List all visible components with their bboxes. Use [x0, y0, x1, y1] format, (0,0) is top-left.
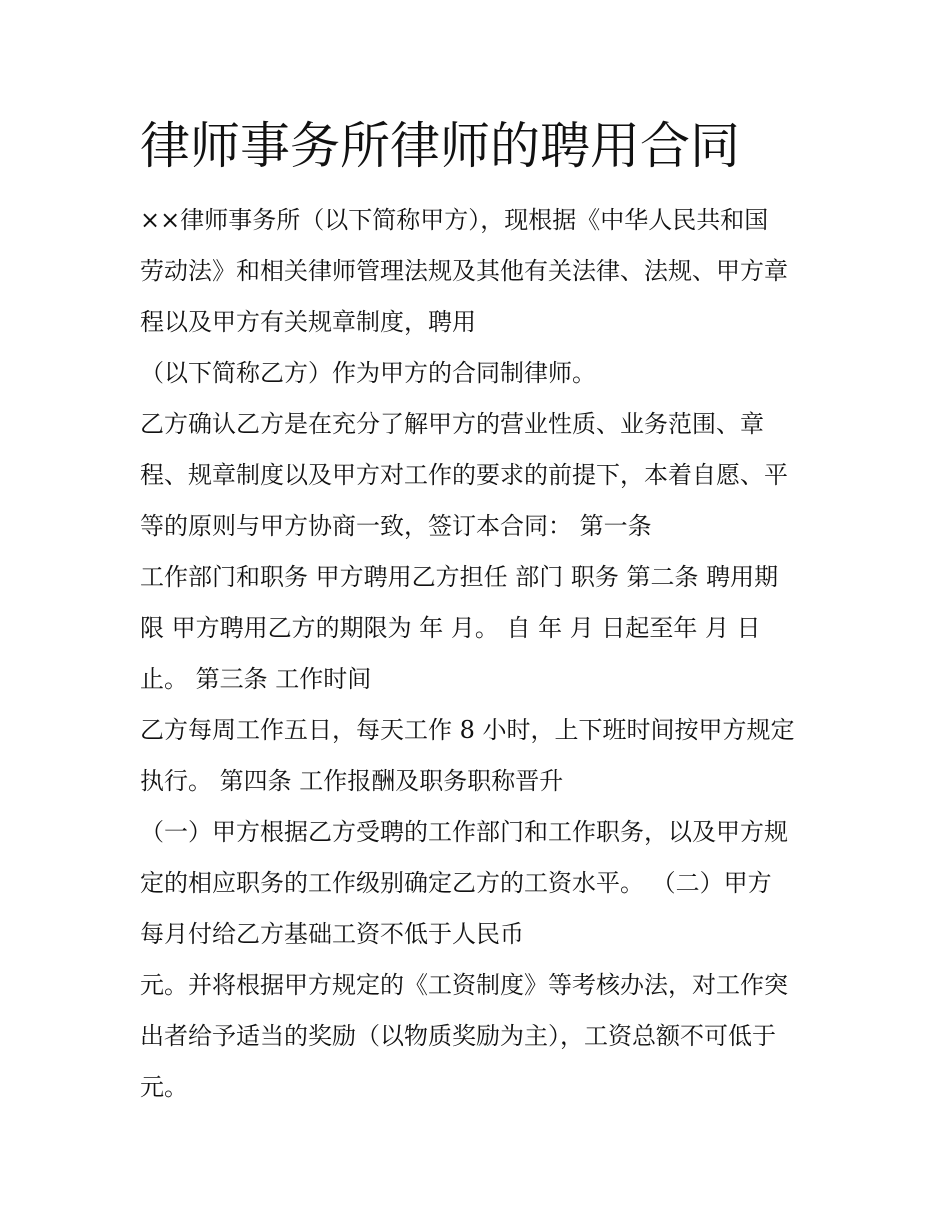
paragraph-line: 每月付给乙方基础工资不低于人民币 [140, 920, 524, 948]
paragraph-line: 执行。 第四条 工作报酬及职务职称晋升 [140, 767, 564, 795]
paragraph-line: 等的原则与甲方协商一致，签订本合同： 第一条 [140, 512, 652, 540]
paragraph-line: （以下简称乙方）作为甲方的合同制律师。 [140, 359, 596, 387]
paragraph-line: 乙方每周工作五日，每天工作 8 小时，上下班时间按甲方规定 [140, 716, 795, 744]
paragraph-line: 定的相应职务的工作级别确定乙方的工资水平。 （二）甲方 [140, 869, 772, 897]
paragraph-line: 工作部门和职务 甲方聘用乙方担任 部门 职务 第二条 聘用期 [140, 563, 779, 591]
paragraph-line: ××律师事务所（以下简称甲方），现根据《中华人民共和国 [140, 206, 769, 234]
paragraph-line: 出者给予适当的奖励（以物质奖励为主），工资总额不可低于 [140, 1022, 776, 1050]
paragraph-line: 程以及甲方有关规章制度，聘用 [140, 308, 476, 336]
paragraph-line: （一）甲方根据乙方受聘的工作部门和工作职务，以及甲方规 [140, 818, 788, 846]
paragraph-line: 元。并将根据甲方规定的《工资制度》等考核办法，对工作突 [140, 971, 788, 999]
paragraph-line: 止。 第三条 工作时间 [140, 665, 372, 693]
paragraph-line: 劳动法》和相关律师管理法规及其他有关法律、法规、甲方章 [140, 257, 788, 285]
paragraph-line: 限 甲方聘用乙方的期限为 年 月。 自 年 月 日起至年 月 日 [140, 614, 761, 642]
paragraph-line: 元。 [140, 1073, 188, 1101]
document-title: 律师事务所律师的聘用合同 [140, 117, 740, 175]
paragraph-line: 乙方确认乙方是在充分了解甲方的营业性质、业务范围、章 [140, 410, 764, 438]
paragraph-line: 程、规章制度以及甲方对工作的要求的前提下，本着自愿、平 [140, 461, 788, 489]
